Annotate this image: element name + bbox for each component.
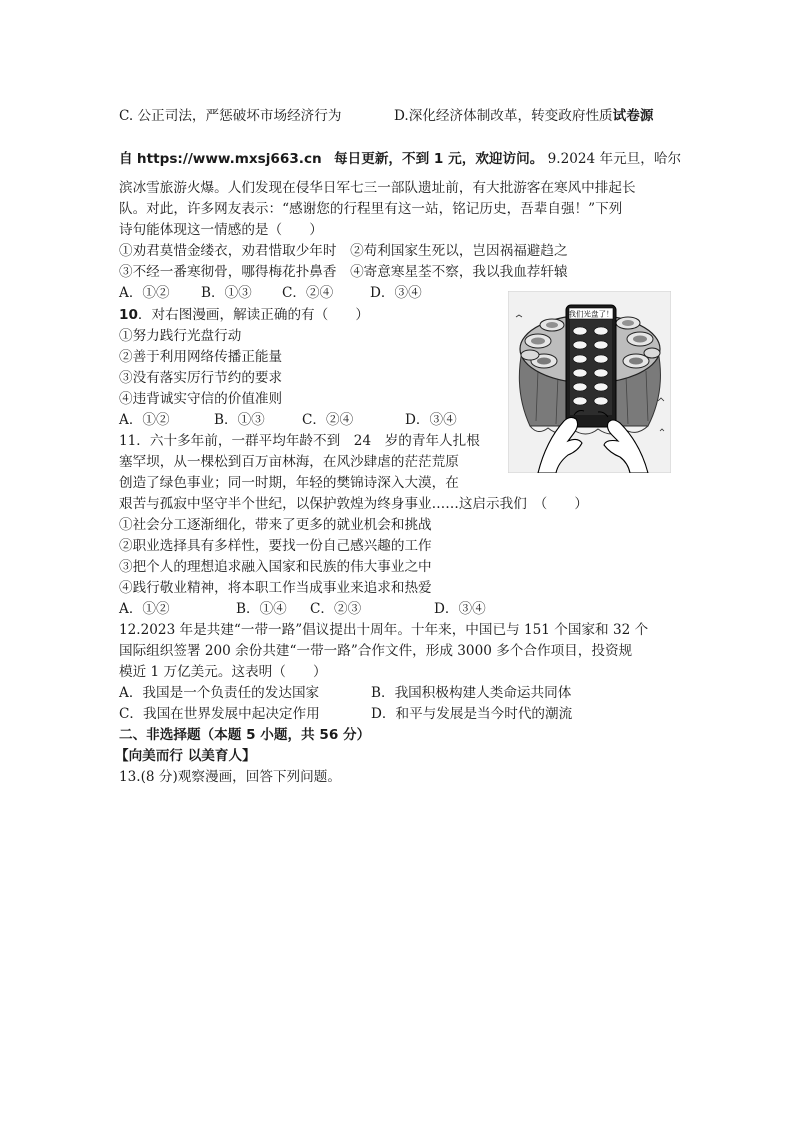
q9-start: 9.2024 年元旦，哈尔 xyxy=(547,151,682,167)
comic-drawing xyxy=(508,291,671,473)
section-theme: 【向美而行 以美育人】 xyxy=(115,748,256,764)
q11-line: 创造了绿色事业；同一时期，年轻的樊锦诗深入大漠，在 xyxy=(119,475,459,491)
q8-option-d xyxy=(394,107,653,126)
q9-line: 滨冰雪旅游火爆。人们发现在侵华日军七三一部队遗址前，有大批游客在寒风中排起长 xyxy=(119,180,636,196)
q10-option-d: D．③④ xyxy=(405,412,457,428)
section-heading: 二、非选择题（本题 5 小题，共 56 分） xyxy=(119,727,371,743)
q10-option-c: C．②④ xyxy=(302,412,354,428)
q13-prompt: 13.(8 分)观察漫画，回答下列问题。 xyxy=(119,769,341,785)
q12-line: 国际组织签署 200 余份共建“一带一路”合作文件，形成 3000 多个合作项目，投资规 xyxy=(119,643,633,659)
q9-option-d: D．③④ xyxy=(370,285,422,301)
q11-option-d: D．③④ xyxy=(434,601,486,617)
q12-option-b: B．我国积极构建人类命运共同体 xyxy=(371,685,572,701)
comic-phone-caption: 我们光盘了！ xyxy=(568,309,614,319)
q11-item: ②职业选择具有多样性，要找一份自己感兴趣的工作 xyxy=(119,538,432,554)
q12-line: 12.2023 年是共建“一带一路”倡议提出十周年。十年来，中国已与 151 个国家和 32 个 xyxy=(119,622,649,638)
q10-stem-text: ．对右图漫画，解读正确的有（ ） xyxy=(137,307,370,323)
q10-item: ①努力践行光盘行动 xyxy=(119,328,242,344)
q11-item: ③把个人的理想追求融入国家和民族的伟大事业之中 xyxy=(119,559,432,575)
watermark-slogan: 每日更新，不到 1 元，欢迎访问。 xyxy=(334,151,544,167)
q11-option-b: B．①④ xyxy=(236,601,287,617)
q10-number: 10 xyxy=(119,307,138,323)
q10-item: ④违背诚实守信的价值准则 xyxy=(119,391,283,407)
q9-line: 队。对此，许多网友表示：“感谢您的行程里有这一站，铭记历史，吾辈自强！”下列 xyxy=(119,201,623,217)
q11-line: 11．六十多年前，一群平均年龄不到 24 岁的青年人扎根 xyxy=(119,433,480,449)
q12-option-a: A．我国是一个负责任的发达国家 xyxy=(119,685,320,701)
q8-option-c: C. 公正司法，严惩破坏市场经济行为 xyxy=(119,108,342,124)
watermark-line xyxy=(119,150,681,169)
q9-option-c: C．②④ xyxy=(282,285,334,301)
q11-option-c: C．②③ xyxy=(310,601,362,617)
q10-option-a: A．①② xyxy=(119,412,170,428)
q9-item: ③不经一番寒彻骨，哪得梅花扑鼻香 ④寄意寒星荃不察，我以我血荐轩辕 xyxy=(119,264,568,280)
q11-line: 塞罕坝，从一棵松到百万亩林海，在风沙肆虐的茫茫荒原 xyxy=(119,454,459,470)
q11-item: ①社会分工逐渐细化，带来了更多的就业机会和挑战 xyxy=(119,517,432,533)
watermark-brand-head: 自 xyxy=(119,151,133,167)
q11-line: 艰苦与孤寂中坚守半个世纪，以保护敦煌为终身事业……这启示我们 （ ） xyxy=(119,496,588,512)
q9-option-b: B．①③ xyxy=(201,285,252,301)
watermark-brand-tail: 试卷源 xyxy=(612,108,654,124)
q9-option-a: A．①② xyxy=(119,285,170,301)
q8-option-d-text: D.深化经济体制改革，转变政府性质 xyxy=(394,108,613,124)
q10-item: ③没有落实厉行节约的要求 xyxy=(119,370,283,386)
q12-option-d: D．和平与发展是当今时代的潮流 xyxy=(371,706,573,722)
q12-option-c: C．我国在世界发展中起决定作用 xyxy=(119,706,320,722)
q11-item: ④践行敬业精神，将本职工作当成事业来追求和热爱 xyxy=(119,580,432,596)
q10-item: ②善于利用网络传播正能量 xyxy=(119,349,283,365)
watermark-url: https://www.mxsj663.cn xyxy=(136,151,322,167)
q12-line: 模近 1 万亿美元。这表明（ ） xyxy=(119,664,327,680)
q9-line: 诗句能体现这一情感的是（ ） xyxy=(119,222,323,238)
q10-stem xyxy=(119,306,369,325)
comic-illustration xyxy=(508,291,671,473)
q11-option-a: A．①② xyxy=(119,601,170,617)
q9-item: ①劝君莫惜金缕衣，劝君惜取少年时 ②苟利国家生死以，岂因祸福避趋之 xyxy=(119,243,568,259)
q10-option-b: B．①③ xyxy=(214,412,265,428)
